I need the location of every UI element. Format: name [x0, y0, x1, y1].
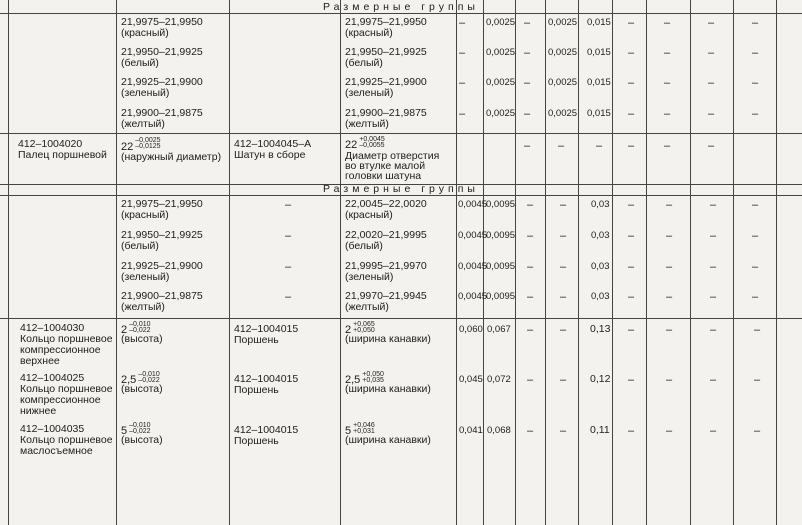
hole-upper: +0,065 [353, 321, 375, 328]
hole-base: 5 [345, 425, 352, 437]
cell-value: – [560, 324, 567, 336]
shaft-color: (желтый) [121, 118, 165, 130]
cell-value: – [560, 230, 567, 242]
col-line [456, 0, 457, 525]
dim-upper: –0,0025 [135, 137, 161, 144]
hole-lower: +0,035 [362, 377, 384, 384]
cell-value: 0,015 [587, 108, 611, 119]
cell-value: – [628, 230, 635, 242]
hole-note: Диаметр отверстия [345, 150, 440, 162]
col-line [340, 0, 341, 525]
cell-value: – [527, 324, 534, 336]
mate-code: 412–1004015 [234, 373, 299, 385]
row-line [0, 195, 802, 196]
cell-value: 0,11 [590, 424, 610, 436]
part-name: Кольцо поршневое [20, 383, 113, 395]
shaft-size: 21,9950–21,9925 [121, 46, 203, 58]
mate-code: 412–1004015 [234, 424, 299, 436]
cell-value: 0,068 [487, 425, 511, 436]
row-line [0, 13, 802, 14]
cell-value: – [527, 261, 534, 273]
cell-value: – [666, 324, 673, 336]
col-line [612, 0, 613, 525]
cell-value: – [666, 230, 673, 242]
cell-value: 0,015 [587, 77, 611, 88]
shaft-color: (белый) [121, 57, 159, 69]
col-line [545, 0, 546, 525]
cell-value: – [527, 199, 534, 211]
cell-value: – [752, 261, 759, 273]
hole-size: 22,0020–21,9995 [345, 229, 427, 241]
cell-value: 0,0025 [548, 17, 578, 28]
cell-value: – [527, 230, 534, 242]
cell-value: – [752, 291, 759, 303]
cell-value: – [628, 425, 635, 437]
hole-color: (красный) [345, 27, 393, 39]
dim-lower: –0,022 [129, 428, 151, 435]
cell-value: – [524, 47, 531, 59]
cell-value: – [710, 261, 717, 273]
cell-value: 0,060 [459, 324, 483, 335]
cell-value: – [524, 108, 531, 120]
cell-value: – [754, 425, 761, 437]
cell-value: 0,0095 [486, 230, 516, 241]
cell-value: – [628, 261, 635, 273]
hole-color: (белый) [345, 57, 383, 69]
hole-lower: +0,050 [353, 327, 375, 334]
cell-value: – [710, 425, 717, 437]
cell-value: – [708, 17, 715, 29]
cell-value: 0,045 [459, 374, 483, 385]
cell-value: – [628, 374, 635, 386]
cell-value: 0,072 [487, 374, 511, 385]
cell-value: 0,03 [591, 230, 610, 241]
part-name: верхнее [20, 355, 60, 367]
part-code: 412–1004025 [20, 372, 85, 384]
cell-value: – [708, 140, 715, 152]
hole-base: 2 [345, 324, 352, 336]
dim-note: (высота) [121, 333, 163, 345]
cell-value: – [664, 108, 671, 120]
cell-value: – [285, 291, 292, 303]
col-line [646, 0, 647, 525]
col-line [733, 0, 734, 525]
group-header: Размерные группы [323, 183, 479, 195]
dim-upper: –0,010 [138, 371, 160, 378]
cell-value: – [708, 47, 715, 59]
cell-value: – [666, 199, 673, 211]
cell-value: 0,0025 [548, 77, 578, 88]
cell-value: – [459, 108, 466, 120]
hole-color: (белый) [345, 240, 383, 252]
dim-note: (высота) [121, 383, 163, 395]
hole-upper: +0,0045 [359, 136, 385, 143]
dim-note: (высота) [121, 434, 163, 446]
dim-lower: –0,0125 [135, 143, 161, 150]
cell-value: 0,0095 [486, 199, 516, 210]
mate-name: Поршень [234, 334, 279, 346]
cell-value: – [285, 230, 292, 242]
cell-value: – [560, 425, 567, 437]
dim-lower: –0,022 [129, 327, 151, 334]
cell-value: – [628, 324, 635, 336]
cell-value: – [752, 17, 759, 29]
dim-upper: –0,010 [129, 321, 151, 328]
cell-value: – [664, 77, 671, 89]
part-name: маслосъемное [20, 445, 93, 457]
hole-color: (желтый) [345, 301, 389, 313]
cell-value: – [752, 47, 759, 59]
cell-value: 0,0025 [548, 108, 578, 119]
hole-color: (красный) [345, 209, 393, 221]
cell-value: – [596, 140, 603, 152]
cell-value: – [560, 261, 567, 273]
cell-value: – [459, 17, 466, 29]
col-line [776, 0, 777, 525]
cell-value: – [666, 374, 673, 386]
cell-value: – [708, 77, 715, 89]
cell-value: 0,0095 [486, 291, 516, 302]
cell-value: – [628, 140, 635, 152]
cell-value: – [628, 77, 635, 89]
cell-value: – [708, 108, 715, 120]
cell-value: – [459, 47, 466, 59]
cell-value: – [560, 199, 567, 211]
hole-color: (желтый) [345, 118, 389, 130]
cell-value: – [459, 77, 466, 89]
hole-size: 21,9995–21,9970 [345, 260, 427, 272]
cell-value: – [285, 261, 292, 273]
cell-value: 0,041 [459, 425, 483, 436]
shaft-size: 21,9950–21,9925 [121, 229, 203, 241]
cell-value: 0,0045 [458, 230, 488, 241]
dim-base: 2 [121, 324, 128, 336]
cell-value: – [524, 17, 531, 29]
cell-value: – [710, 199, 717, 211]
hole-base: 22 [345, 139, 358, 151]
dim-lower: –0,022 [138, 377, 160, 384]
shaft-size: 21,9900–21,9875 [121, 107, 203, 119]
cell-value: – [628, 47, 635, 59]
col-line [578, 0, 579, 525]
cell-value: 0,0025 [486, 17, 516, 28]
part-name: Кольцо поршневое [20, 333, 113, 345]
group-header: Размерные группы [323, 1, 479, 13]
cell-value: – [710, 374, 717, 386]
col-line [515, 0, 516, 525]
cell-value: 0,015 [587, 17, 611, 28]
mate-code: 412–1004015 [234, 323, 299, 335]
cell-value: – [710, 324, 717, 336]
cell-value: – [666, 261, 673, 273]
cell-value: 0,13 [590, 323, 611, 335]
shaft-size: 21,9975–21,9950 [121, 16, 203, 28]
cell-value: 0,0045 [458, 261, 488, 272]
cell-value: 0,0025 [486, 77, 516, 88]
col-line [116, 0, 117, 525]
dim-base: 2,5 [121, 374, 137, 386]
hole-lower: +0,031 [353, 428, 375, 435]
hole-color: (зеленый) [345, 271, 394, 283]
part-name: Палец поршневой [18, 149, 107, 161]
cell-value: – [527, 374, 534, 386]
part-code: 412–1004030 [20, 322, 85, 334]
shaft-color: (зеленый) [121, 271, 170, 283]
cell-value: 0,0045 [458, 291, 488, 302]
cell-value: – [754, 324, 761, 336]
cell-value: 0,0095 [486, 261, 516, 272]
cell-value: – [752, 230, 759, 242]
dim-base: 5 [121, 425, 128, 437]
mate-code: 412–1004045–А [234, 138, 312, 150]
part-name: компрессионное [20, 394, 101, 406]
cell-value: – [754, 374, 761, 386]
col-line [229, 0, 230, 525]
cell-value: – [710, 291, 717, 303]
cell-value: – [628, 291, 635, 303]
dim-upper: –0,010 [129, 422, 151, 429]
cell-value: 0,067 [487, 324, 511, 335]
hole-note: (ширина канавки) [345, 434, 431, 446]
shaft-size: 21,9900–21,9875 [121, 290, 203, 302]
cell-value: – [752, 199, 759, 211]
cell-value: 0,0025 [486, 47, 516, 58]
shaft-size: 21,9925–21,9900 [121, 76, 203, 88]
hole-color: (зеленый) [345, 87, 394, 99]
hole-size: 22,0045–22,0020 [345, 198, 427, 210]
row-line [0, 133, 802, 134]
cell-value: – [628, 108, 635, 120]
cell-value: 0,0025 [548, 47, 578, 58]
cell-value: – [628, 199, 635, 211]
cell-value: – [666, 291, 673, 303]
hole-size: 21,9970–21,9945 [345, 290, 427, 302]
mate-name: Поршень [234, 435, 279, 447]
shaft-size: 21,9925–21,9900 [121, 260, 203, 272]
col-line [690, 0, 691, 525]
part-name: Кольцо поршневое [20, 434, 113, 446]
cell-value: – [285, 199, 292, 211]
hole-size: 21,9950–21,9925 [345, 46, 427, 58]
cell-value: 0,03 [591, 291, 610, 302]
hole-size: 21,9925–21,9900 [345, 76, 427, 88]
shaft-color: (красный) [121, 209, 169, 221]
col-line [8, 0, 9, 525]
shaft-color: (белый) [121, 240, 159, 252]
cell-value: 0,015 [587, 47, 611, 58]
cell-value: – [664, 140, 671, 152]
row-line [0, 318, 802, 319]
cell-value: – [560, 374, 567, 386]
shaft-color: (красный) [121, 27, 169, 39]
cell-value: 0,0025 [486, 108, 516, 119]
hole-base: 2,5 [345, 374, 361, 386]
dim-note: (наружный диаметр) [121, 151, 222, 163]
part-name: компрессионное [20, 344, 101, 356]
cell-value: – [628, 17, 635, 29]
hole-lower: –0,0055 [359, 142, 385, 149]
cell-value: 0,03 [591, 199, 610, 210]
hole-note: во втулке малой [345, 160, 426, 172]
shaft-color: (желтый) [121, 301, 165, 313]
cell-value: – [524, 140, 531, 152]
part-code: 412–1004035 [20, 423, 85, 435]
shaft-size: 21,9975–21,9950 [121, 198, 203, 210]
cell-value: – [664, 47, 671, 59]
cell-value: – [527, 291, 534, 303]
part-code: 412–1004020 [18, 138, 83, 150]
cell-value: 0,03 [591, 261, 610, 272]
hole-size: 21,9900–21,9875 [345, 107, 427, 119]
hole-note: головки шатуна [345, 170, 422, 182]
hole-note: (ширина канавки) [345, 333, 431, 345]
cell-value: – [524, 77, 531, 89]
cell-value: – [560, 291, 567, 303]
mate-name: Шатун в сборе [234, 149, 306, 161]
cell-value: – [558, 140, 565, 152]
mate-name: Поршень [234, 384, 279, 396]
cell-value: – [752, 108, 759, 120]
cell-value: – [710, 230, 717, 242]
dim-base: 22 [121, 141, 134, 153]
part-name: нижнее [20, 405, 57, 417]
shaft-color: (зеленый) [121, 87, 170, 99]
cell-value: – [664, 17, 671, 29]
hole-upper: +0,050 [362, 371, 384, 378]
cell-value: 0,12 [590, 373, 611, 385]
cell-value: – [666, 425, 673, 437]
cell-value: – [752, 77, 759, 89]
hole-upper: +0,046 [353, 422, 375, 429]
hole-note: (ширина канавки) [345, 383, 431, 395]
hole-size: 21,9975–21,9950 [345, 16, 427, 28]
cell-value: 0,0045 [458, 199, 488, 210]
cell-value: – [527, 425, 534, 437]
